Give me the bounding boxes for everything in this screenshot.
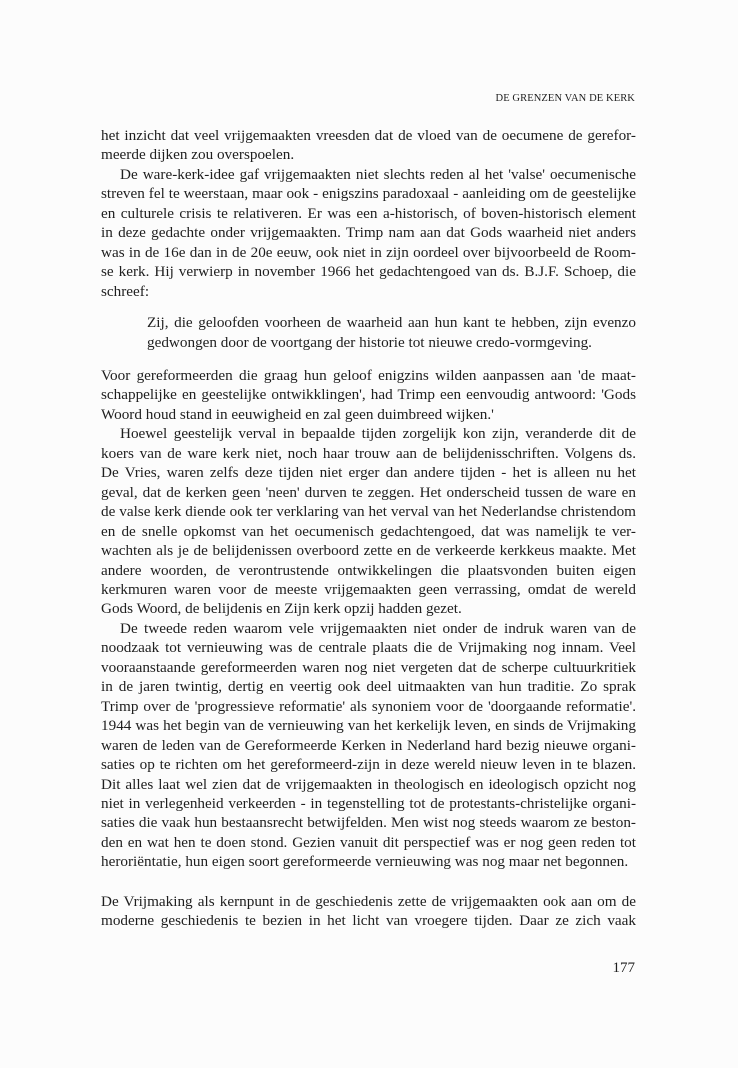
text-line: koers van de ware kerk niet, noch haar trouw aan de belijdenisschriften. Volgens ds.: [101, 444, 636, 462]
paragraph-3: [101, 366, 636, 424]
text-line: Hoewel geestelijk verval in bepaalde tijden zorgelijk kon zijn, veranderde dit de: [120, 425, 636, 443]
text-line: den en wat hen te doen stond. Gezien vanuit dit perspectief was er nog geen reden tot: [101, 833, 636, 851]
paragraph-4: [101, 424, 636, 619]
text-line: schappelijke en geestelijke ontwikklingen', had Trimp een eenvoudig antwoord: 'Gods: [101, 386, 636, 404]
text-line: saties op te richten om het gereformeerd-zijn in deze wereld nieuw leven in te blazen.: [101, 756, 636, 774]
text-line: en de snelle opkomst van het oecumenisch gedachtengoed, dat was namelijk te ver-: [101, 522, 636, 540]
text-line: geval, dat de kerken geen 'neen' durven te zeggen. Het onderscheid tussen de ware en: [101, 483, 636, 501]
page-number: 177: [612, 960, 635, 976]
text-line: in deze gedachte onder vrijgemaakten. Trimp nam aan dat Gods waarheid niet anders: [101, 224, 636, 242]
running-header: DE GRENZEN VAN DE KERK: [495, 93, 635, 104]
paragraph-5: [101, 619, 636, 872]
quote-line: gedwongen door de voortgang der historie tot nieuwe credo-vormgeving.: [147, 333, 592, 351]
paragraph-1: [101, 126, 636, 165]
text-line: saties die vaak hun bestaansrecht betwijfelden. Men wist nog steeds waarom ze beston-: [101, 814, 636, 832]
text-line: De tweede reden waarom vele vrijgemaakten niet onder de indruk waren van de: [120, 619, 636, 637]
text-line: andere woorden, de verontrustende ontwikkelingen die plaatsvonden buiten eigen: [101, 561, 636, 579]
text-line: 1944 was het begin van de vernieuwing van het kerkelijk leven, en sinds de Vrijmaking: [101, 717, 636, 735]
text-line: waren de leden van de Gereformeerde Kerken in Nederland hard bezig nieuwe organi-: [101, 736, 636, 754]
text-line: wachten als je de belijdenissen overboord zette en de verkeerde kerkkeus maakte. Met: [101, 542, 636, 560]
paragraph-2: [101, 165, 636, 301]
text-line: en culturele crisis te relativeren. Er was een a-historisch, of boven-historisch element: [101, 204, 636, 222]
quote-line: Zij, die geloofden voorheen de waarheid aan hun kant te hebben, zijn evenzo: [147, 314, 636, 332]
text-line: moderne geschiedenis te bezien in het licht van vroegere tijden. Daar ze zich vaak: [101, 912, 636, 930]
text-line: het inzicht dat veel vrijgemaakten vreesden dat de vloed van de oecumene de gerefor-: [101, 127, 636, 144]
text-line: kerkmuren waren voor de meeste vrijgemaakten geen verrassing, omdat de wereld: [101, 580, 636, 598]
text-line: vooraanstaande gereformeerden waren nog niet vergeten dat de scherpe cultuurkritiek: [101, 658, 636, 676]
body-text: [101, 126, 636, 931]
text-line: meerde dijken zou overspoelen.: [101, 146, 295, 164]
text-line: niet in verlegenheid verkeerden - in tegenstelling tot de protestants-christelijke organi-: [101, 794, 636, 812]
text-line: Woord houd stand in eeuwigheid en zal geen duimbreed wijken.': [101, 405, 494, 423]
text-line: Trimp over de 'progressieve reformatie' als synoniem voor de 'doorgaande reformatie'.: [101, 697, 636, 715]
block-quote: [147, 313, 636, 352]
text-line: heroriëntatie, hun eigen soort gereformeerde vernieuwing was nog maar net begonnen.: [101, 853, 629, 871]
text-line: De Vrijmaking als kernpunt in de geschiedenis zette de vrijgemaakten ook aan om de: [101, 892, 636, 910]
text-line: streven fel te weerstaan, maar ook - enigszins paradoxaal - aanleiding om de geestelijke: [101, 185, 636, 203]
text-line: noodzaak tot vernieuwing was de centrale plaats die de Vrijmaking nog innam. Veel: [101, 639, 636, 657]
text-line: Gods Woord, de belijdenis en Zijn kerk opzij hadden gezet.: [101, 600, 462, 618]
text-line: se kerk. Hij verwierp in november 1966 het gedachtengoed van ds. B.J.F. Schoep, die: [101, 263, 636, 281]
text-line: De Vries, waren zelfs deze tijden niet erger dan andere tijden - het is alleen nu het: [101, 464, 636, 482]
text-line: Dit alles laat wel zien dat de vrijgemaakten in theologisch en ideologisch opzicht nog: [101, 775, 636, 793]
text-line: Voor gereformeerden die graag hun geloof enigzins wilden aanpassen aan 'de maat-: [101, 366, 636, 384]
text-line: in de jaren twintig, dertig en veertig ook deel uitmaakten van hun traditie. Zo sprak: [101, 678, 636, 696]
text-line: schreef:: [101, 282, 150, 300]
paragraph-6: [101, 892, 636, 931]
text-line: was in de 16e dan in de 20e eeuw, ook niet in zijn oordeel over bijvoorbeeld de Room-: [101, 243, 636, 261]
text-line: de valse kerk diende ook ter verklaring van het verval van het Nederlandse christendom: [101, 503, 636, 521]
text-line: De ware-kerk-idee gaf vrijgemaakten niet slechts reden al het 'valse' oecumenische: [120, 165, 636, 183]
